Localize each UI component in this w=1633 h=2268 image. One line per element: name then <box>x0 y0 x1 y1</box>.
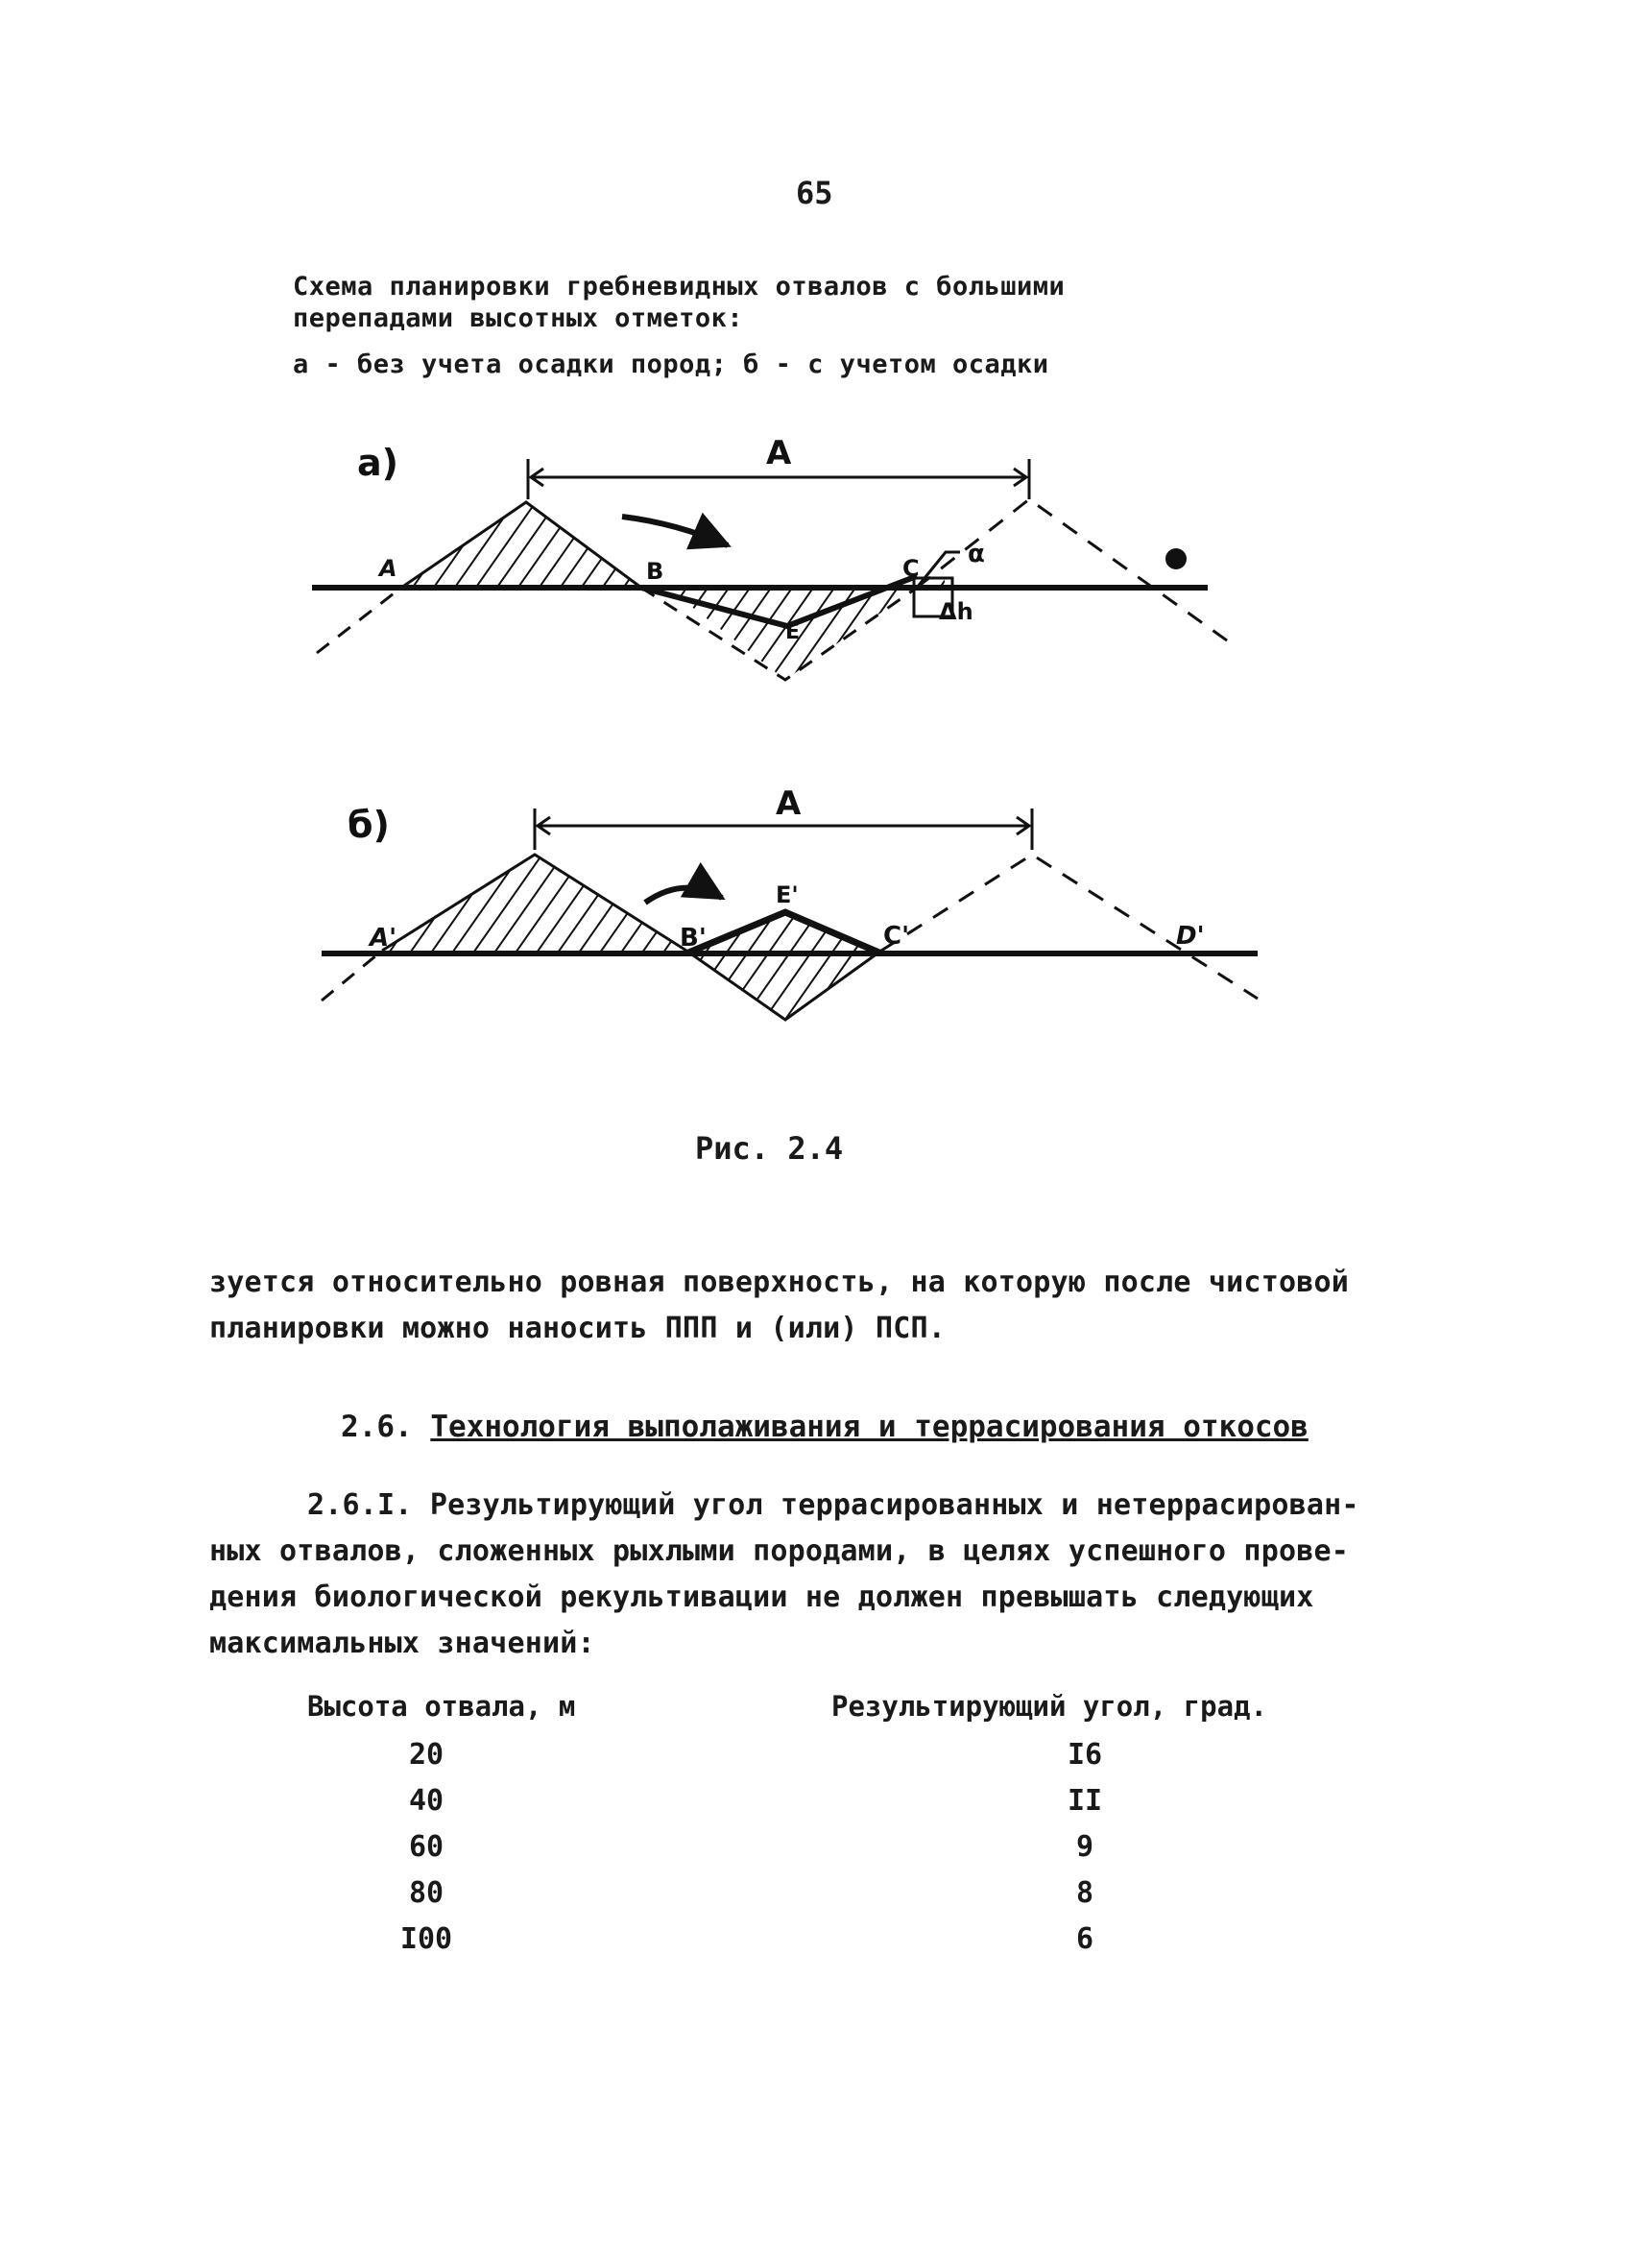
table-cell-height: 40 <box>408 1784 444 1818</box>
hatched-ridge-left <box>401 502 641 588</box>
hatched-diamond <box>686 912 881 1020</box>
section-title: Технология выполаживания и террасирования откосов <box>430 1410 1309 1444</box>
panel-b-label: б) <box>348 804 390 846</box>
table-cell-height: 20 <box>408 1738 444 1772</box>
angle-alpha: α <box>968 540 985 568</box>
paragraph-1-line-1: зуется относительно ровная поверхность, на которую после чистовой <box>209 1266 1349 1299</box>
table-cell-height: 60 <box>408 1830 444 1864</box>
point-b: B <box>646 558 664 585</box>
paragraph-2-line-3: дения биологической рекультивации не должен превышать следующих <box>209 1580 1314 1614</box>
table-cell-height: 80 <box>408 1876 444 1910</box>
paragraph-2-line-1: 2.6.I. Результирующий угол террасированных и нетеррасирован- <box>307 1488 1359 1522</box>
paragraph-2-line-2: ных отвалов, сложенных рыхлыми породами, в целях успешного прове- <box>209 1534 1349 1568</box>
table-cell-angle: 8 <box>1075 1876 1094 1910</box>
dimension-label: A <box>776 784 802 823</box>
panel-a-label: а) <box>357 442 399 484</box>
dimension-label: A <box>766 434 792 472</box>
point-e-prime: E' <box>776 881 799 908</box>
figure-caption-line-3: а - без учета осадки пород; б - с учетом осадки <box>293 350 1049 379</box>
table-header-height: Высота отвала, м <box>307 1690 576 1723</box>
movement-arrow <box>645 888 722 903</box>
table-cell-angle: 6 <box>1075 1922 1094 1956</box>
figure-caption-line-2: перепадами высотных отметок: <box>293 303 744 333</box>
section-heading <box>341 1410 1309 1444</box>
point-a-prime: A' <box>370 924 397 953</box>
movement-arrow <box>622 517 728 545</box>
table-cell-height: I00 <box>399 1922 453 1956</box>
table-cell-angle: 9 <box>1075 1830 1094 1864</box>
panel-a <box>312 434 1234 680</box>
slope-dashed-left <box>317 588 401 653</box>
page-number: 65 <box>796 175 833 211</box>
section-number: 2.6. <box>341 1410 413 1444</box>
point-d-marker <box>1165 548 1187 569</box>
figure-caption-line-1: Схема планировки гребневидных отвалов с большими <box>293 272 1066 302</box>
point-c-prime: C' <box>883 922 910 951</box>
point-e: E <box>785 620 801 644</box>
table-cell-angle: II <box>1067 1784 1103 1818</box>
point-d-prime: D' <box>1176 922 1205 951</box>
figure-number: Рис. 2.4 <box>695 1130 844 1167</box>
dump-planning-diagram <box>0 0 1633 1104</box>
hatched-ridge-left <box>382 855 686 951</box>
slope-dashed-left <box>322 951 382 1001</box>
paragraph-1-line-2: планировки можно наносить ППП и (или) ПСП. <box>209 1312 946 1345</box>
point-a: A <box>379 555 397 582</box>
point-b-prime: B' <box>680 924 707 953</box>
table-header-angle: Результирующий угол, град. <box>831 1690 1267 1723</box>
point-c: C <box>902 555 920 582</box>
panel-b <box>322 784 1258 1020</box>
table-cell-angle: I6 <box>1067 1738 1103 1772</box>
delta-h-label: Δh <box>939 598 973 625</box>
paragraph-2-line-4: максимальных значений: <box>209 1627 595 1660</box>
